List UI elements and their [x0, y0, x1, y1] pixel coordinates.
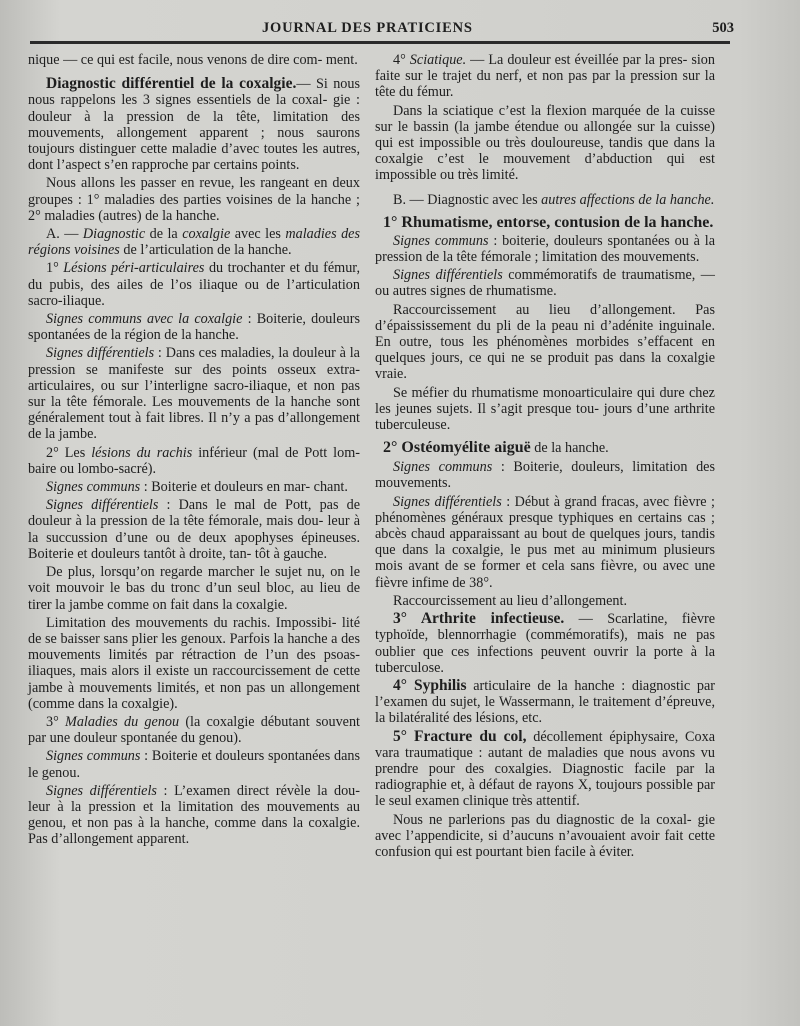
paragraph: Nous allons les passer en revue, les rangeant en deux groupes : 1° maladies des parties voisines de la hanche ; 2° maladies (autres) de la hanche. [28, 175, 360, 224]
paragraph: Signes communs : Boiterie et douleurs spontanées dans le genou. [28, 748, 360, 781]
section-title: 5° Fracture du col, [393, 727, 527, 745]
section-title: 3° Arthrite infectieuse. [393, 610, 565, 628]
paragraph: Se méfier du rhumatisme monoarticulaire qui dure chez les jeunes sujets. Il s’agit presque tou- jours d’une arthrite tuberculeuse. [375, 384, 715, 434]
paragraph: Dans la sciatique c’est la flexion marquée de la cuisse sur le bassin (la jambe étendue ou allongée sur la cuisse) qui est impossible ou très douloureuse, tandis que dans la coxalgie c’est le mouvement d’abduction qui est impossible ou très limité. [375, 102, 715, 184]
section-title: Diagnostic différentiel de la coxalgie. [46, 75, 297, 93]
journal-title: JOURNAL DES PRATICIENS [262, 20, 473, 36]
section-heading: 1° Rhumatisme, entorse, contusion de la hanche. [383, 213, 714, 231]
paragraph: 1° Lésions péri-articulaires du trochanter et du fémur, du pubis, des ailes de l’os iliaque ou de l’articulation sacro-iliaque. [28, 260, 360, 309]
paragraph: Limitation des mouvements du rachis. Impossibi- lité de se baisser sans plier les genoux. Parfois la hanche a des mouvements limités par rétraction de l’un des psoas-iliaques, mais alors il existe un raccourcissement de cette jambe à mouvements limités, et non pas un allongement (comme dans la coxalgie). [28, 614, 360, 712]
paragraph: 4° Syphilis articulaire de la hanche : diagnostic par l’examen du sujet, le Wassermann, le traitement d’épreuve, la bilatéralité des lésions, etc. [375, 676, 715, 727]
paragraph: nique — ce qui est facile, nous venons de dire com- ment. [28, 52, 358, 68]
paragraph: B. — Diagnostic avec les autres affections de la hanche. [393, 191, 715, 208]
paragraph: Signes différentiels : Dans ces maladies, la douleur à la pression se manifeste sur des points osseux extra-articulaires, ou sur l’interligne sacro-iliaque, et non pas sur la tête fémorale. Les mouvements de la hanche sont généralement tout à fait libres. Il n’y a pas d’allongement de la jambe. [28, 345, 360, 443]
paragraph: 3° Arthrite infectieuse. — Scarlatine, fièvre typhoïde, blennorrhagie (commémoratifs), mais ne pas oublier que ces infections peuvent ouvrir la porte à la tuberculose. [375, 610, 715, 676]
section-heading: 2° Ostéomyélite aiguë de la hanche. [383, 439, 609, 457]
running-header [30, 20, 734, 42]
paragraph: 4° Sciatique. — La douleur est éveillée par la pres- sion faite sur le trajet du nerf, et non pas par la pression sur la tête du fémur. [375, 52, 715, 101]
paragraph: 2° Les lésions du rachis inférieur (mal de Pott lom- baire ou lombo-sacré). [28, 444, 360, 477]
paragraph: Nous ne parlerions pas du diagnostic de la coxal- gie avec l’appendicite, si d’aucuns n’avouaient avoir fait cette confusion qui est pourtant bien facile à éviter. [375, 811, 715, 860]
paragraph: Signes différentiels : Dans le mal de Pott, pas de douleur à la pression de la tête fémorale, mais dou- leur à la succussion d’une ou de deux apophyses épineuses. Boiterie et douleurs tantôt à droite, tan- tôt à gauche. [28, 497, 360, 562]
paragraph: Signes différentiels : Début à grand fracas, avec fièvre ; phénomènes généraux presque typhiques en certains cas ; abcès chaud apparaissant au bout de quelques jours, tandis que dans la coxalgie, le pus met au minimum plusieurs mois avant de se former et cela sans fièvre, ou avec une fièvre infime de 38°. [375, 493, 715, 591]
header-rule [30, 41, 730, 44]
paragraph: 5° Fracture du col, décollement épiphysaire, Coxa vara traumatique : autant de maladies que nous avons vu prendre pour des coxalgies. Diagnostic facile par la radiographie et, à défaut de rayons X, toujours possible par le seul examen clinique très attentif. [375, 727, 715, 810]
left-column [28, 52, 360, 850]
paragraph: Signes différentiels : L’examen direct révèle la dou- leur à la pression et la limitation des mouvements au genou, et non pas à la hanche, comme dans la coxalgie. Pas d’allongement apparent. [28, 782, 360, 848]
paragraph: Signes communs : Boiterie et douleurs en mar- chant. [46, 479, 348, 496]
paragraph: Signes communs : boiterie, douleurs spontanées ou à la pression de la tête fémorale ; limitation des mouvements. [375, 232, 716, 266]
paragraph: De plus, lorsqu’on regarde marcher le sujet nu, on le voit mouvoir le bas du tronc d’un seul bloc, au lieu de tirer la jambe comme on fait dans la coxalgie. [28, 564, 360, 613]
paragraph: Raccourcissement au lieu d’allongement. [393, 592, 628, 609]
page-number: 503 [712, 20, 734, 36]
paragraph: 3° Maladies du genou (la coxalgie débutant souvent par une douleur spontanée du genou). [28, 713, 360, 747]
section-title: 4° Syphilis [393, 676, 467, 694]
paragraph: Diagnostic différentiel de la coxalgie.— Si nous nous rappelons les 3 signes essentiels de la coxal- gie : douleur à la pression de la tête, limitation des mouvements, allongement apparent ; nous saurons toujours distinguer cette maladie d’avec toutes les autres, dont l’aspect s’en rapproche par certains points. [28, 75, 361, 174]
right-column [375, 52, 715, 862]
paragraph: Raccourcissement au lieu d’allongement. Pas d’épaississement du pli de la peau ni d’adénite inguinale. En outre, tous les phénomènes morbides s’effacent en quelques jours, ce qui ne se produit pas dans la coxalgie vraie. [375, 301, 715, 383]
paragraph: Signes différentiels commémoratifs de traumatisme, — ou autres signes de rhumatisme. [375, 267, 715, 300]
paragraph: Signes communs avec la coxalgie : Boiterie, douleurs spontanées de la région de la hanche. [28, 311, 360, 344]
paragraph: Signes communs : Boiterie, douleurs, limitation des mouvements. [375, 459, 715, 492]
paragraph: A. — Diagnostic de la coxalgie avec les maladies des régions voisines de l’articulation de la hanche. [28, 226, 360, 259]
